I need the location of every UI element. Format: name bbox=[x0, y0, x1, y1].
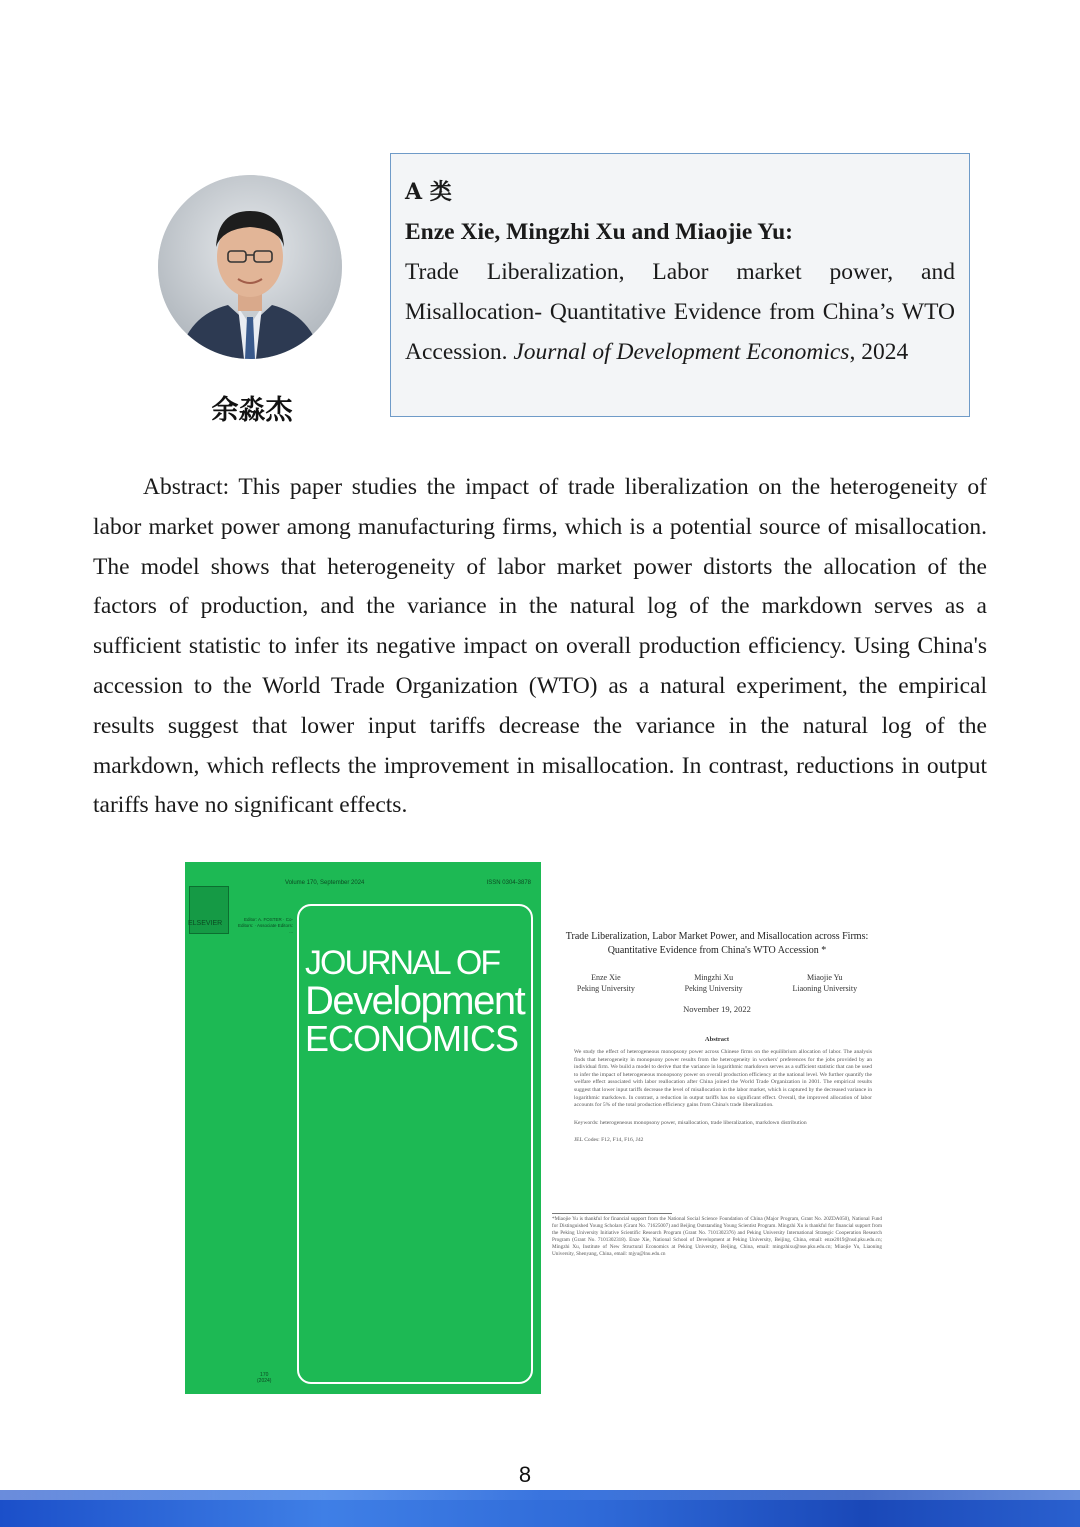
paper-author bbox=[577, 972, 635, 994]
footer-wave bbox=[0, 1490, 1080, 1500]
cover-editor-list: Editor: A. FOSTER · Co-Editors: · Associate Editors: ... bbox=[237, 917, 293, 934]
citation-authors: Enze Xie, Mingzhi Xu and Miaojie Yu: bbox=[405, 219, 793, 245]
footnote-rule bbox=[552, 1213, 672, 1214]
paper-date: November 19, 2022 bbox=[683, 1004, 751, 1014]
cover-title-line2: Development bbox=[305, 979, 525, 1023]
cover-title-line1: JOURNAL OF bbox=[305, 944, 500, 982]
paper-author-name: Miaojie Yu bbox=[807, 973, 843, 982]
paper-author-name: Enze Xie bbox=[591, 973, 621, 982]
paper-title: Trade Liberalization, Labor Market Power, and Misallocation across Firms: Quantitative Evidence from China's WTO Accession * bbox=[565, 931, 869, 956]
abstract-paragraph: Abstract: This paper studies the impact of trade liberalization on the heterogeneity of labor market power among manufacturing firms, which is a potential source of misallocation. The model shows that heterogeneity of labor market power distorts the allocation of the factors of production, and the variance in the natural log of the markdown serves as a sufficient statistic to infer its negative impact on overall production efficiency. Using China's accession to the World Trade Organization (WTO) as a natural experiment, the empirical results suggest that lower input tariffs decrease the variance in the natural log of the markdown, which reflects the improvement in misallocation. In contrast, reductions in output tariffs have no significant effects. bbox=[93, 474, 987, 819]
paper-footnote: *Miaojie Yu is thankful for financial support from the National Social Science Foundation of China (Major Program, Grant No. 20ZDA050), National Fund for Distinguished Young Scholars (Grant No. 71625007) and Beijing Outstanding Young Scientist Program. Mingzhi Xu is thankful for financial support from the Peking University Initiative Scientific Research Program (Grant No. 7101302376) and Peking University International Strategic Cooperation Research Program (Grant No. 7101302318). Enze Xie, National School of Development at Peking University, Beijing, China, email: enze2019@nsd.pku.edu.cn; Mingzhi Xu, Institute of New Structural Economics at Peking University, Beijing, China, email: mingzhixu@nse.pku.edu.cn; Miaojie Yu, Liaoning University, Shenyang, China, email: mjyu@lnu.edu.cn bbox=[552, 1216, 882, 1257]
journal-cover bbox=[185, 862, 541, 1394]
cover-volume-line: Volume 170, September 2024 bbox=[285, 880, 365, 886]
cover-title-line3: ECONOMICS bbox=[305, 1018, 519, 1059]
cover-volume-year: (2024) bbox=[257, 1378, 272, 1384]
cover-publisher: ELSEVIER bbox=[188, 920, 223, 927]
paper-keywords: Keywords: heterogeneous monopsony power, misallocation, trade liberalization, markdown distribution bbox=[574, 1119, 807, 1126]
paper-first-page bbox=[552, 930, 882, 1258]
portrait-photo bbox=[158, 175, 342, 359]
footer-band bbox=[0, 1490, 1080, 1527]
person-name: 余淼杰 bbox=[211, 395, 293, 426]
cover-journal-title bbox=[305, 944, 535, 1058]
paper-authors bbox=[552, 972, 882, 994]
paper-author-name: Mingzhi Xu bbox=[694, 973, 734, 982]
paper-abstract-text: We study the effect of heterogeneous monopsony power across Chinese firms on the equilibrium allocation of labor. The analysis finds that heterogeneity in monopsony power results from the heterogeneity in workers' preferences for the jobs provided by an individual firm. We build a model to derive that the variance in logarithmic markdown serves as a sufficient statistic that can be used to infer the impact of heterogeneous monopsony power on overall production efficiency at the national level. We further quantify the welfare effect associated with labor reallocation after China joined the World Trade Organization in 2001. The empirical results suggest that lower input tariffs decrease the level of misallocation in the labor market, which is captured by the decreased variance in logarithmic markdown. In contrast, a reduction in output tariffs has no significant effect. Overall, the improved allocation of labor accounts for 5% of the total production efficiency gains from China's trade liberalization. bbox=[574, 1049, 872, 1109]
paper-jel-codes: JEL Codes: F12, F14, F16, J42 bbox=[574, 1137, 644, 1144]
paper-author-affiliation: Peking University bbox=[684, 984, 743, 993]
paper-author bbox=[685, 972, 743, 994]
citation-title-text: Trade Liberalization, Labor market power, and Misallocation- Quantitative Evidence from China’s WTO Accession. bbox=[405, 259, 955, 365]
paper-author bbox=[792, 972, 857, 994]
citation-comma: , bbox=[849, 339, 856, 365]
cover-volume-number bbox=[257, 1372, 271, 1384]
citation-year: 2024 bbox=[861, 339, 909, 365]
page-number: 8 bbox=[518, 1462, 532, 1487]
author-portrait bbox=[158, 175, 342, 359]
paper-abstract-heading: Abstract bbox=[704, 1036, 730, 1043]
citation-box bbox=[390, 153, 970, 417]
paper-author-affiliation: Liaoning University bbox=[792, 984, 858, 993]
citation-title bbox=[405, 252, 955, 372]
cover-volume-num: 170 bbox=[260, 1372, 269, 1378]
cover-issn: ISSN 0304-3878 bbox=[486, 880, 531, 886]
citation-journal: Journal of Development Economics bbox=[513, 339, 850, 365]
paper-author-affiliation: Peking University bbox=[576, 984, 635, 993]
category-label: A 类 bbox=[405, 179, 452, 205]
